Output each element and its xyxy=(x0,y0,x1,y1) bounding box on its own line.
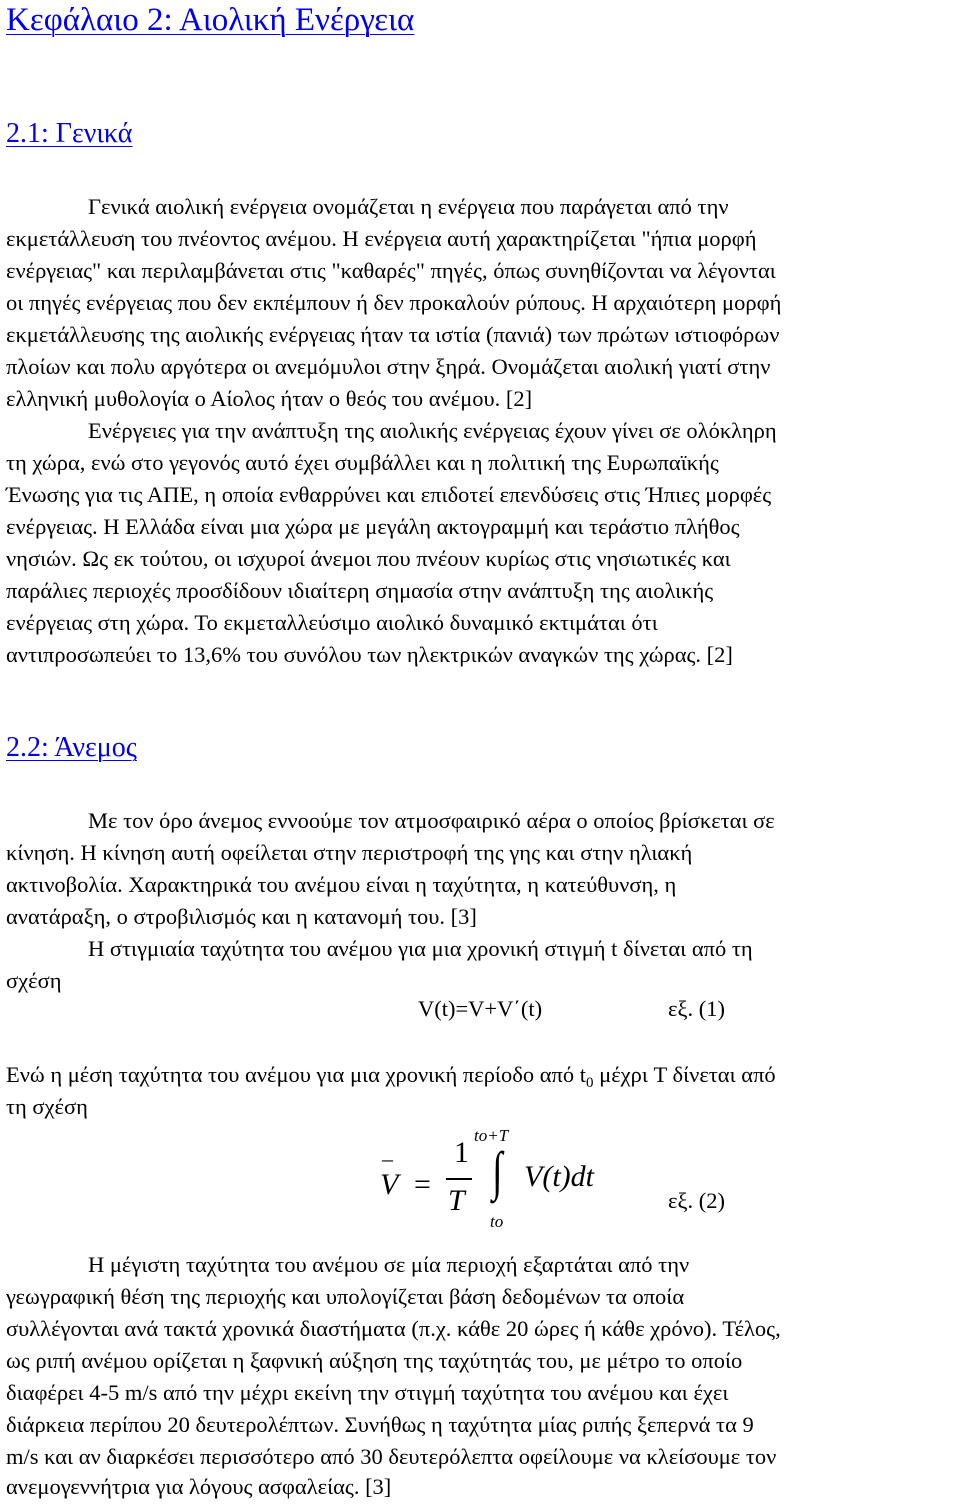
paragraph-line: Γενικά αιολική ενέργεια ονομάζεται η ενέργεια που παράγεται από την xyxy=(88,194,729,219)
paragraph-line: ως ριπή ανέμου ορίζεται η ξαφνική αύξηση της ταχύτητάς του, με μέτρο το οποίο xyxy=(6,1348,743,1373)
equation-2-label: εξ. (2) xyxy=(668,1188,725,1213)
paragraph-line: τη σχέση xyxy=(6,1094,88,1119)
paragraph-line: Η στιγμιαία ταχύτητα του ανέμου για μια χρονική στιγμή t δίνεται από τη xyxy=(88,936,753,961)
section-title-general[interactable]: 2.1: Γενικά xyxy=(6,118,133,149)
paragraph-line: αντιπροσωπεύει το 13,6% του συνόλου των ηλεκτρικών αναγκών της χώρας. [2] xyxy=(6,642,733,667)
paragraph-line: Με τον όρο άνεμος εννοούμε τον ατμοσφαιρικό αέρα ο οποίος βρίσκεται σε xyxy=(88,808,775,833)
paragraph-line: εκμετάλλευσης της αιολικής ενέργειας ήταν τα ιστία (πανιά) των πρώτων ιστιοφόρων xyxy=(6,322,780,347)
fraction-numerator: 1 xyxy=(454,1136,469,1169)
integral-upper-limit: to+T xyxy=(474,1126,509,1145)
paragraph-line: Ένωσης για τις ΑΠΕ, η οποία ενθαρρύνει και επιδοτεί επενδύσεις στις Ήπιες μορφές xyxy=(6,482,772,507)
paragraph-line: Η μέγιστη ταχύτητα του ανέμου σε μία περιοχή εξαρτάται από την xyxy=(88,1252,690,1277)
equation-2 xyxy=(370,1126,660,1236)
equation-1-label: εξ. (1) xyxy=(668,996,725,1021)
mean-line-end: μέχρι T δίνεται από xyxy=(593,1062,776,1087)
integral-lower-limit: to xyxy=(490,1212,504,1231)
paragraph-line: ανεμογεννήτρια για λόγους ασφαλείας. [3] xyxy=(6,1474,392,1499)
paragraph-line: εκμετάλλευση του πνέοντος ανέμου. Η ενέργεια αυτή χαρακτηρίζεται "ήπια μορφή xyxy=(6,226,757,251)
paragraph-line: συλλέγονται ανά τακτά χρονικά διαστήματα (π.χ. κάθε 20 ώρες ή κάθε χρόνο). Τέλος, xyxy=(6,1316,781,1341)
paragraph-line: τη χώρα, ενώ στο γεγονός αυτό έχει συμβάλλει και η πολιτική της Ευρωπαϊκής xyxy=(6,450,719,475)
paragraph-line: ακτινοβολία. Χαρακτηρικά του ανέμου είναι η ταχύτητα, η κατεύθυνση, η xyxy=(6,872,677,897)
mean-line-start: Ενώ η μέση ταχύτητα του ανέμου για μια χρονική περίοδο από t xyxy=(6,1062,586,1087)
overbar-mark: – xyxy=(382,1146,393,1171)
paragraph-line: ελληνική μυθολογία ο Αίολος ήταν ο θεός του ανέμου. [2] xyxy=(6,386,533,411)
integrand: V(t)dt xyxy=(524,1160,594,1193)
equation-1: V(t)=V+V΄(t) xyxy=(418,996,543,1021)
paragraph-line: πλοίων και πολυ αργότερα οι ανεμόμυλοι στην ξηρά. Ονομάζεται αιολική γιατί στην xyxy=(6,354,771,379)
paragraph-line: γεωγραφική θέση της περιοχής και υπολογίζεται βάση δεδομένων τα οποία xyxy=(6,1284,685,1309)
paragraph-line: κίνηση. Η κίνηση αυτή οφείλεται στην περιστροφή της γης και στην ηλιακή xyxy=(6,840,693,865)
paragraph-line: διάρκεια περίπου 20 δευτερολέπτων. Συνήθως η ταχύτητα μίας ριπής ξεπερνά τα 9 xyxy=(6,1412,754,1437)
mean-velocity-symbol: V xyxy=(380,1168,399,1201)
paragraph-line xyxy=(6,1060,776,1093)
paragraph-line: παράλιες περιοχές προσδίδουν ιδιαίτερη σημασία στην ανάπτυξη της αιολικής xyxy=(6,578,714,603)
paragraph-line: ανατάραξη, ο στροβιλισμός και η κατανομή του. [3] xyxy=(6,904,477,929)
paragraph-line: σχέση xyxy=(6,968,62,993)
paragraph-line: ενέργειας. Η Ελλάδα είναι μια χώρα με μεγάλη ακτογραμμή και τεράστιο πλήθος xyxy=(6,514,740,539)
paragraph-line: ενέργειας" και περιλαμβάνεται στις "καθαρές" πηγές, όπως συνηθίζονται να λέγονται xyxy=(6,258,776,283)
integral-sign: ∫ xyxy=(492,1141,503,1201)
fraction-denominator: T xyxy=(448,1184,465,1217)
paragraph-line: Ενέργειες για την ανάπτυξη της αιολικής ενέργειας έχουν γίνει σε ολόκληρη xyxy=(88,418,777,443)
paragraph-line: διαφέρει 4-5 m/s από την μέχρι εκείνη την στιγμή ταχύτητα του ανέμου και έχει xyxy=(6,1380,729,1405)
fraction-bar xyxy=(446,1178,472,1180)
equals-sign: = xyxy=(414,1168,431,1201)
subscript-zero: 0 xyxy=(586,1075,594,1091)
section-title-wind[interactable]: 2.2: Άνεμος xyxy=(6,732,137,763)
chapter-title-link[interactable]: Κεφάλαιο 2: Αιολική Ενέργεια xyxy=(6,2,415,38)
paragraph-line: νησιών. Ως εκ τούτου, οι ισχυροί άνεμοι που πνέουν κυρίως στις νησιωτικές και xyxy=(6,546,731,571)
paragraph-line: οι πηγές ενέργειας που δεν εκπέμπουν ή δεν προκαλούν ρύπους. Η αρχαιότερη μορφή xyxy=(6,290,782,315)
paragraph-line: m/s και αν διαρκέσει περισσότερο από 30 δευτερόλεπτα οφείλουμε να κλείσουμε τον xyxy=(6,1444,777,1469)
paragraph-line: ενέργειας στη χώρα. Το εκμεταλλεύσιμο αιολικό δυναμικό εκτιμάται ότι xyxy=(6,610,658,635)
